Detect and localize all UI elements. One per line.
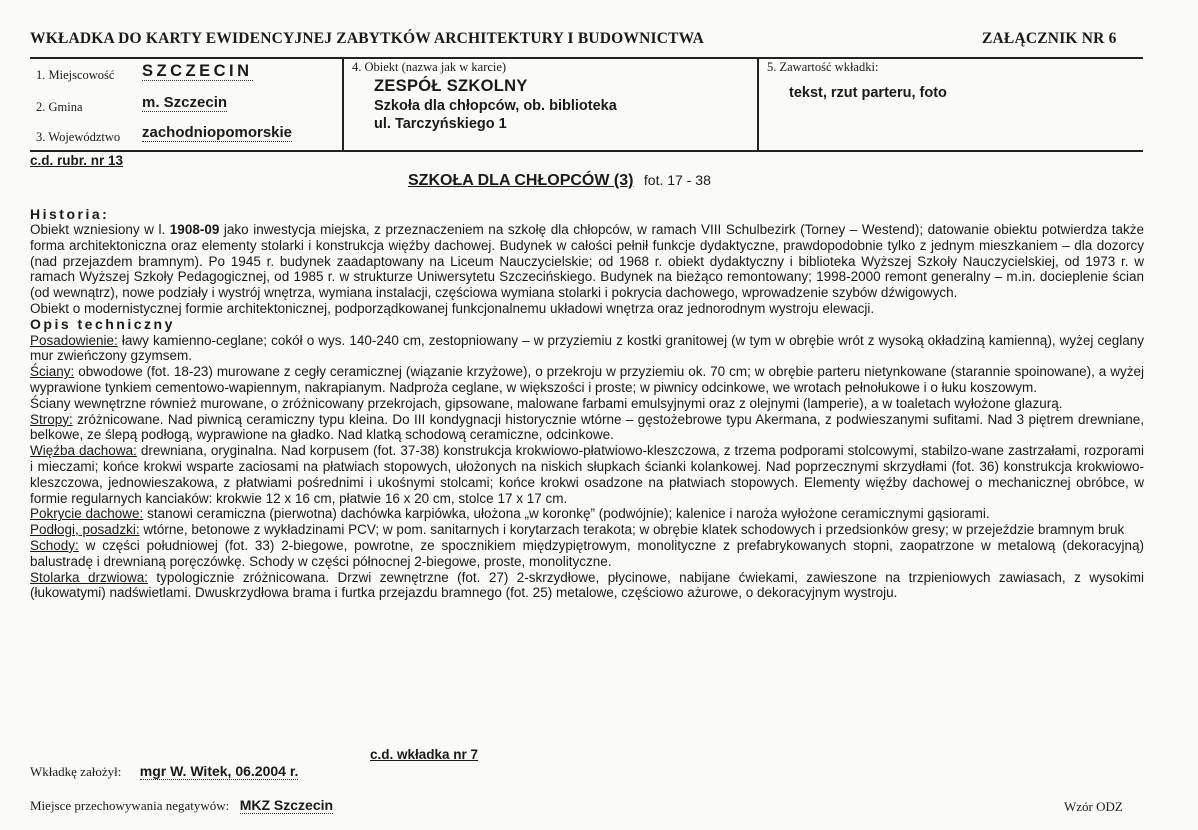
ceilings-paragraph: Stropy: zróżnicowane. Nad piwnicą ceramiczny typu kleina. Do III kondygnacji historycznie wtórne – gęstożebrowe typu Akermana, z podwieszanymi sufitami. Nad 3 piętrem drewniane, belkowe, ze ślepą podłogą, wyprawione na gładko. Nad klatką schodową ceramiczne, odcinkowe. (30, 411, 1144, 443)
continuation-bottom: c.d. wkładka nr 7 (370, 747, 479, 762)
foundation-paragraph: Posadowienie: ławy kamienno-ceglane; cokół o wys. 140-240 cm, zestopniowany – w przyziemiu z kostki granitowej (w tym w obrębie wrót z wysoką okładziną kamienną), wyżej ceglany mur zwieńczony gzymsem. (30, 332, 1144, 364)
storage-label: Miejsce przechowywania negatywów: (30, 798, 230, 813)
technical-heading: Opis techniczny (30, 315, 175, 332)
continuation-top: c.d. rubr. nr 13 (30, 153, 124, 168)
contents-value: tekst, rzut parteru, foto (789, 85, 947, 101)
storage-row (30, 797, 333, 815)
field-5-label: 5. Zawartość wkładki: (767, 60, 879, 74)
column-divider-1 (342, 59, 344, 150)
field-2-label: 2. Gmina (36, 100, 83, 114)
header-top-rule (30, 57, 1143, 59)
section-title-text: SZKOŁA DLA CHŁOPCÓW (3) (408, 172, 634, 189)
field-4-label: 4. Obiekt (nazwa jak w karcie) (352, 60, 507, 74)
form-title: WKŁADKA DO KARTY EWIDENCYJNEJ ZABYTKÓW ARCHITEKTURY I BUDOWNICTWA (30, 30, 705, 47)
storage-value: MKZ Szczecin (239, 797, 334, 813)
stairs-paragraph: Schody: w części południowej (fot. 33) 2-biegowe, powrotne, ze spocznikiem międzypiętrowym, monolityczne z prefabrykowanych stopni, zaopatrzone w metalową (dekoracyjną) balustradę i drewnianą poręczówkę. Schody w części północnej 2-biegowe, proste, monolityczne. (30, 537, 1144, 569)
roofing-paragraph: Pokrycie dachowe: stanowi ceramiczna (pierwotna) dachówka karpiówka, ułożona „w koronkę” (podwójnie); kalenice i naroża wyłożone ceramicznymi gąsiorami. (30, 506, 990, 522)
object-address: ul. Tarczyńskiego 1 (374, 116, 507, 132)
history-paragraph-1: Obiekt wzniesiony w l. 1908-09 jako inwestycja miejska, z przeznaczeniem na szkołę dla chłopców, w ramach VIII Schulbezirk (Torney – Westend); datowanie obiektu potwierdza także forma architektoniczna oraz elementy stolarki i konstrukcja więźby dachowej. Budynek w całości pełnił funkcje dydaktyczne, prawdopodobnie tylko z jednym mieszkaniem – dla dozorcy (nad przejazdem bramnym). Po 1945 r. budynek zaadaptowany na Liceum Nauczycielskie; od 1968 r. obiekt dydaktyczny i biblioteka Wyższej Szkoły Nauczycielskiej, od 1973 r. w ramach Wyższej Szkoły Pedagogicznej, od 1985 r. w strukturze Uniwersytetu Szczecińskiego. Budynek na bieżąco remontowany; 1998-2000 remont generalny – m.in. docieplenie ścian (od wewnątrz), nowe podziały i wystrój wnętrza, wymiana instalacji, częściowa wymiana stolarki i pokrycia dachowego, wprowadzenie szybów dźwigowych. (30, 222, 1144, 301)
annex-number: ZAŁĄCZNIK NR 6 (982, 30, 1117, 47)
author-value: mgr W. Witek, 06.2004 r. (139, 763, 299, 779)
history-paragraph-2: Obiekt o modernistycznej formie architektonicznej, podporządkowanej funkcjonalnemu układowi wnętrza oraz jednorodnym wystroju elewacji. (30, 300, 875, 316)
field-1-label: 1. Miejscowość (36, 68, 115, 82)
section-title (408, 172, 711, 190)
header-bottom-rule (30, 150, 1143, 152)
voivodeship-value: zachodniopomorskie (142, 124, 293, 141)
author-label: Wkładkę założył: (30, 764, 122, 779)
inner-walls-paragraph: Ściany wewnętrzne również murowane, o zróżnicowany przekrojach, gipsowane, malowane farbami emulsyjnymi oraz z olejnymi (lamperie), a w toaletach wyłożone glazurą. (30, 395, 1063, 411)
commune-value: m. Szczecin (142, 94, 228, 111)
walls-paragraph: Ściany: obwodowe (fot. 18-23) murowane z cegły ceramicznej (wiązanie krzyżowe), o przekroju w przyziemiu ok. 70 cm; w obrębie parteru nietynkowane (starannie spoinowane), a wyżej wyprawione tynkiem cementowo-wapiennym, nakrapianym. Nadproża ceglane, w większości i proste; w piwnicy odcinkowe, we wrotach pełnołukowe i o łuku koszowym. (30, 364, 1144, 395)
object-field (352, 60, 752, 132)
joinery-paragraph: Stolarka drzwiowa: typologicznie zróżnicowana. Drzwi zewnętrzne (fot. 27) 2-skrzydłowe, płycinowe, nabijane ćwiekami, zawieszone na trzpieniowych zawiasach, z wysokimi (łukowatymi) nadświetlami. Dwuskrzydłowa brama i furtka przejazdu bramnego (fot. 25) metalowe, częściowo ażurowe, o dekoracyjnym wystroju. (30, 569, 1144, 601)
contents-field (767, 60, 1137, 101)
template-code: Wzór ODZ (1064, 799, 1123, 814)
document-body (30, 222, 1144, 601)
object-name: ZESPÓŁ SZKOLNY (374, 77, 528, 95)
author-row (30, 763, 298, 781)
field-3-label: 3. Województwo (36, 130, 121, 144)
object-subtitle: Szkoła dla chłopców, ob. biblioteka (374, 98, 617, 114)
section-photo-ref: fot. 17 - 38 (643, 172, 711, 188)
column-divider-2 (757, 59, 759, 150)
history-heading: Historia: (30, 206, 110, 222)
locality-value: SZCZECIN (142, 62, 253, 80)
roof-truss-paragraph: Więźba dachowa: drewniana, oryginalna. Nad korpusem (fot. 37-38) konstrukcja krokwiowo-płatwiowo-kleszczowa, z trzema podporami stolcowymi, stabilzo-wane zastrzałami, rozporami i mieczami; końce krokwi wsparte zaciosami na płatwiach stopowych, ułożonych na niskich słupkach ścianki kolankowej. Nad poprzecznymi skrzydłami (fot. 36) konstrukcja krokwiowo-kleszczowa, jednowieszakowa, z płatwiami pośrednimi i ukośnymi stolcami; końce krokwi osadzone na płatwiach stopowych. Elementy więźby dachowej o mechanicznej obróbce, w formie regularnych kanciaków: krokwie 12 x 16 cm, płatwie 16 x 20 cm, stolce 17 x 17 cm. (30, 443, 1144, 506)
floors-paragraph: Podłogi, posadzki: wtórne, betonowe z wykładzinami PCV; w pom. sanitarnych i korytarzach terakota; w obrębie klatek schodowych i przedsionków gresy; w przejeździe bramnym bruk (30, 522, 1125, 538)
